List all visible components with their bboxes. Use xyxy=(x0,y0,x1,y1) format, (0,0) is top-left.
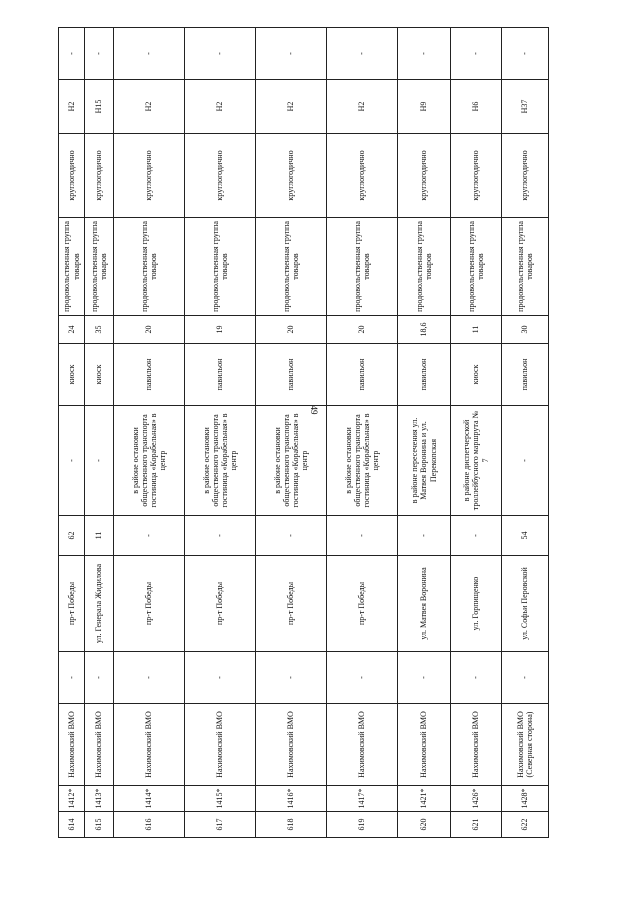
goods-group-cell: продовольственная группа товаров xyxy=(451,218,502,316)
last-cell: - xyxy=(114,28,185,80)
district-cell: Нахимовский ВМО xyxy=(85,704,114,786)
goods-group-cell: продовольственная группа товаров xyxy=(502,218,549,316)
period-cell: круглогодично xyxy=(85,134,114,218)
period-cell: круглогодично xyxy=(256,134,327,218)
code-cell: 1417* xyxy=(327,786,398,812)
goods-group-cell: продовольственная группа товаров xyxy=(59,218,85,316)
location-cell: в районе остановки общественного транспорта гостиница «Корабельная» в центр xyxy=(114,406,185,516)
last-cell: - xyxy=(398,28,451,80)
last-cell: - xyxy=(327,28,398,80)
extra-cell: - xyxy=(502,652,549,704)
table-row xyxy=(451,28,502,838)
scheme-cell: Н15 xyxy=(85,80,114,134)
scheme-cell: Н37 xyxy=(502,80,549,134)
table-row xyxy=(114,28,185,838)
table-row xyxy=(85,28,114,838)
row-number-cell: 619 xyxy=(327,812,398,838)
row-number-cell: 617 xyxy=(185,812,256,838)
scheme-cell: Н2 xyxy=(114,80,185,134)
scheme-cell: Н2 xyxy=(185,80,256,134)
last-cell: - xyxy=(451,28,502,80)
extra-cell: - xyxy=(398,652,451,704)
area-cell: 20 xyxy=(114,316,185,344)
scheme-cell: Н2 xyxy=(256,80,327,134)
code-cell: 1413* xyxy=(85,786,114,812)
row-number-cell: 614 xyxy=(59,812,85,838)
scheme-cell: Н6 xyxy=(451,80,502,134)
goods-group-cell: продовольственная группа товаров xyxy=(327,218,398,316)
extra-cell: - xyxy=(185,652,256,704)
district-cell: Нахимовский ВМО xyxy=(398,704,451,786)
row-number-cell: 622 xyxy=(502,812,549,838)
area-cell: 18,6 xyxy=(398,316,451,344)
object-type-cell: павильон xyxy=(114,344,185,406)
street-cell: ул. Горпищенко xyxy=(451,556,502,652)
house-cell: 11 xyxy=(85,516,114,556)
district-cell: Нахимовский ВМО xyxy=(451,704,502,786)
street-cell: пр-т Победы xyxy=(327,556,398,652)
object-type-cell: павильон xyxy=(256,344,327,406)
code-cell: 1412* xyxy=(59,786,85,812)
area-cell: 30 xyxy=(502,316,549,344)
house-cell: 62 xyxy=(59,516,85,556)
house-cell: - xyxy=(451,516,502,556)
period-cell: круглогодично xyxy=(114,134,185,218)
object-type-cell: павильон xyxy=(398,344,451,406)
district-cell: Нахимовский ВМО xyxy=(185,704,256,786)
row-number-cell: 620 xyxy=(398,812,451,838)
period-cell: круглогодично xyxy=(185,134,256,218)
extra-cell: - xyxy=(451,652,502,704)
last-cell: - xyxy=(185,28,256,80)
table-body xyxy=(59,28,549,838)
area-cell: 20 xyxy=(256,316,327,344)
row-number-cell: 621 xyxy=(451,812,502,838)
table-row xyxy=(59,28,85,838)
district-cell: Нахимовский ВМО xyxy=(114,704,185,786)
house-cell: 54 xyxy=(502,516,549,556)
goods-group-cell: продовольственная группа товаров xyxy=(114,218,185,316)
street-cell: пр-т Победы xyxy=(59,556,85,652)
district-cell: Нахимовский ВМО xyxy=(256,704,327,786)
street-cell: ул. Матвея Воронина xyxy=(398,556,451,652)
scheme-cell: Н9 xyxy=(398,80,451,134)
row-number-cell: 618 xyxy=(256,812,327,838)
last-cell: - xyxy=(256,28,327,80)
code-cell: 1415* xyxy=(185,786,256,812)
period-cell: круглогодично xyxy=(451,134,502,218)
code-cell: 1428* xyxy=(502,786,549,812)
row-number-cell: 615 xyxy=(85,812,114,838)
extra-cell: - xyxy=(256,652,327,704)
object-type-cell: киоск xyxy=(85,344,114,406)
code-cell: 1421* xyxy=(398,786,451,812)
goods-group-cell: продовольственная группа товаров xyxy=(185,218,256,316)
location-cell: - xyxy=(502,406,549,516)
district-cell: Нахимовский ВМО xyxy=(59,704,85,786)
code-cell: 1426* xyxy=(451,786,502,812)
object-type-cell: павильон xyxy=(185,344,256,406)
goods-group-cell: продовольственная группа товаров xyxy=(256,218,327,316)
extra-cell: - xyxy=(85,652,114,704)
last-cell: - xyxy=(85,28,114,80)
table-row xyxy=(256,28,327,838)
area-cell: 20 xyxy=(327,316,398,344)
house-cell: - xyxy=(185,516,256,556)
registry-table-container xyxy=(58,28,548,838)
scheme-cell: Н2 xyxy=(327,80,398,134)
location-cell: в районе остановки общественного транспорта гостиница «Корабельная» в центр xyxy=(185,406,256,516)
period-cell: круглогодично xyxy=(59,134,85,218)
page-number: 49 xyxy=(309,405,319,415)
table-row xyxy=(398,28,451,838)
extra-cell: - xyxy=(327,652,398,704)
street-cell: ул. Генерала Жидилова xyxy=(85,556,114,652)
object-type-cell: павильон xyxy=(327,344,398,406)
scheme-cell: Н2 xyxy=(59,80,85,134)
house-cell: - xyxy=(327,516,398,556)
street-cell: пр-т Победы xyxy=(185,556,256,652)
district-cell: Нахимовский ВМО (Северная сторона) xyxy=(502,704,549,786)
area-cell: 35 xyxy=(85,316,114,344)
last-cell: - xyxy=(502,28,549,80)
period-cell: круглогодично xyxy=(502,134,549,218)
period-cell: круглогодично xyxy=(398,134,451,218)
goods-group-cell: продовольственная группа товаров xyxy=(398,218,451,316)
area-cell: 19 xyxy=(185,316,256,344)
area-cell: 24 xyxy=(59,316,85,344)
goods-group-cell: продовольственная группа товаров xyxy=(85,218,114,316)
object-type-cell: киоск xyxy=(59,344,85,406)
location-cell: в районе остановки общественного транспорта гостиница «Корабельная» в центр xyxy=(327,406,398,516)
location-cell: - xyxy=(85,406,114,516)
registry-table xyxy=(58,27,549,838)
street-cell: ул. Софьи Перовской xyxy=(502,556,549,652)
house-cell: - xyxy=(114,516,185,556)
location-cell: в районе остановки общественного транспорта гостиница «Корабельная» в центр xyxy=(256,406,327,516)
row-number-cell: 616 xyxy=(114,812,185,838)
location-cell: в районе диспетчерской троллейбусного маршрута № 7 xyxy=(451,406,502,516)
table-row xyxy=(327,28,398,838)
code-cell: 1414* xyxy=(114,786,185,812)
location-cell: - xyxy=(59,406,85,516)
district-cell: Нахимовский ВМО xyxy=(327,704,398,786)
last-cell: - xyxy=(59,28,85,80)
house-cell: - xyxy=(398,516,451,556)
street-cell: пр-т Победы xyxy=(256,556,327,652)
house-cell: - xyxy=(256,516,327,556)
code-cell: 1416* xyxy=(256,786,327,812)
table-row xyxy=(185,28,256,838)
street-cell: пр-т Победы xyxy=(114,556,185,652)
area-cell: 11 xyxy=(451,316,502,344)
period-cell: круглогодично xyxy=(327,134,398,218)
extra-cell: - xyxy=(114,652,185,704)
extra-cell: - xyxy=(59,652,85,704)
location-cell: в районе пересечения ул. Матвея Воронина и ул. Перекопская xyxy=(398,406,451,516)
object-type-cell: киоск xyxy=(451,344,502,406)
object-type-cell: павильон xyxy=(502,344,549,406)
table-row xyxy=(502,28,549,838)
